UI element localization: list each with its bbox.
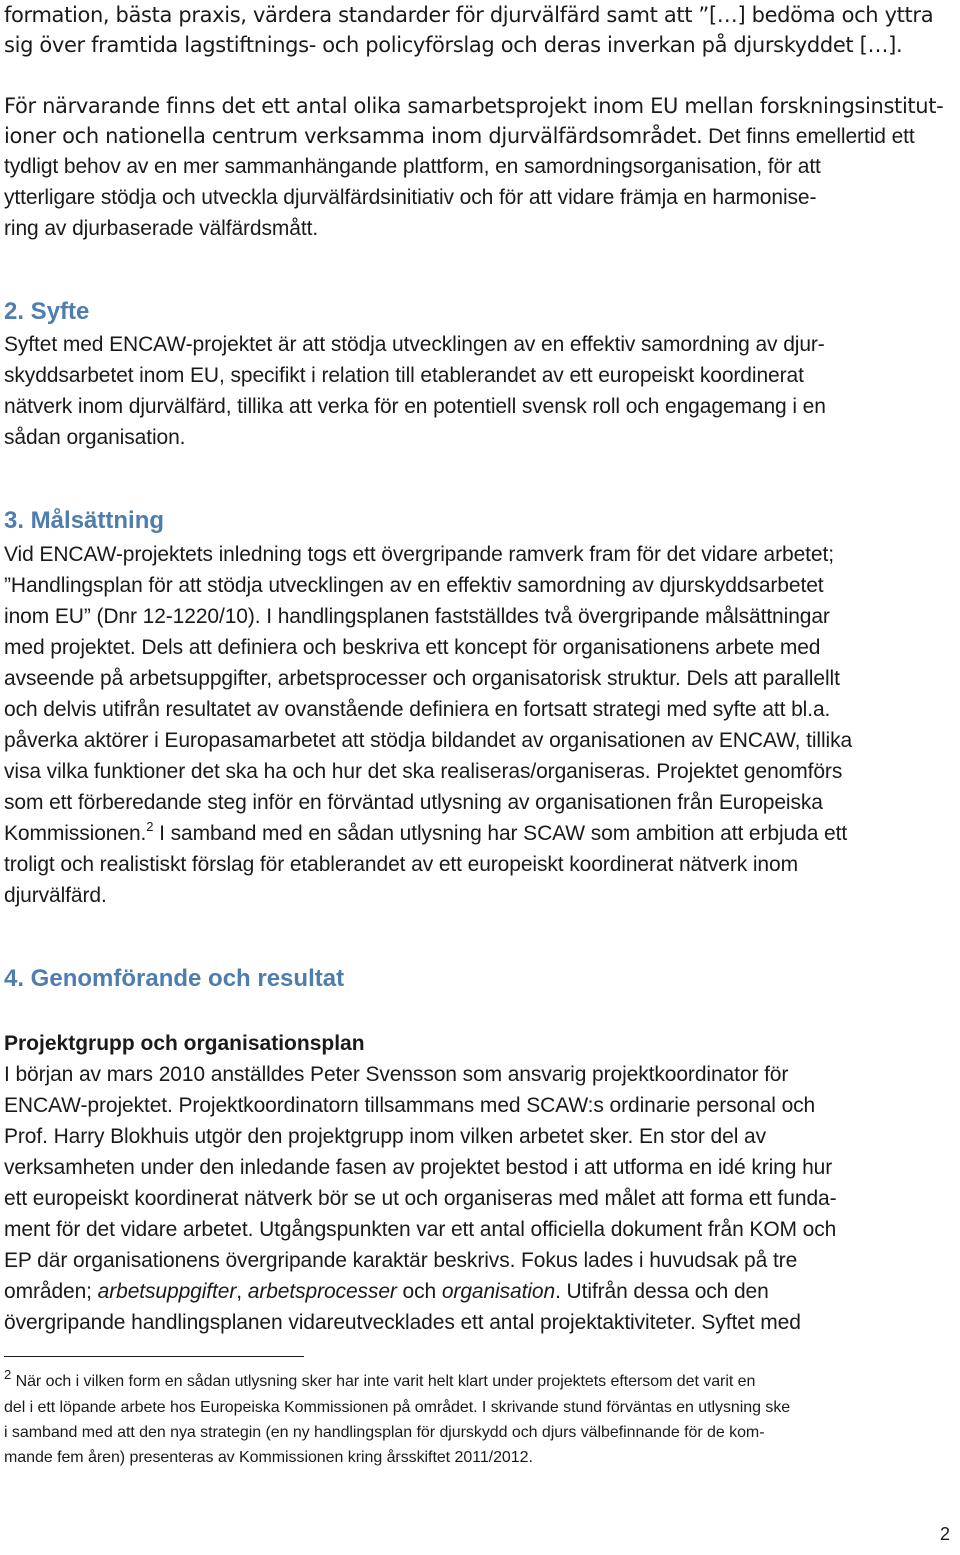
s3-line-10 bbox=[4, 819, 847, 849]
intro-p2-line-2a: ioner och nationella centrum verksamma inom djurvälfärdsområdet. bbox=[4, 124, 703, 148]
intro-line-1: formation, bästa praxis, värdera standarder för djurvälfärd samt att ”[…] bedöma och yttra bbox=[4, 3, 934, 27]
s4-term-arbetsuppgifter: arbetsuppgifter bbox=[97, 1280, 237, 1303]
s3-line-5: avseende på arbetsuppgifter, arbetsprocesser och organisatorisk struktur. Dels att parallellt bbox=[4, 667, 840, 690]
s2-line-2: skyddsarbetet inom EU, specifikt i relation till etablerandet av ett europeiskt koordinerat bbox=[4, 364, 804, 387]
s2-line-1: Syftet med ENCAW-projektet är att stödja utvecklingen av en effektiv samordning av djur- bbox=[4, 333, 825, 356]
s4-line-8-comma: , bbox=[236, 1280, 248, 1303]
s4-term-organisation: organisation bbox=[441, 1280, 556, 1303]
intro-p2-line-1: För närvarande finns det ett antal olika samarbetsprojekt inom EU mellan forskningsinstitut- bbox=[4, 94, 944, 118]
s3-line-6: och delvis utifrån resultatet av ovanstående definiera en fortsatt strategi med syfte att bl.a. bbox=[4, 698, 831, 721]
footnote-mark: 2 bbox=[4, 1366, 12, 1382]
footnote-line-4: mande fem åren) presenteras av Kommissionen kring årsskiftet 2011/2012. bbox=[4, 1449, 533, 1466]
s3-line-7: påverka aktörer i Europasamarbetet att stödja bildandet av organisationen av ENCAW, tillika bbox=[4, 729, 853, 752]
s4-line-8-pre: områden; bbox=[4, 1280, 98, 1303]
section-heading-malsattning: 3. Målsättning bbox=[4, 507, 165, 534]
s3-line-3: inom EU” (Dnr 12-1220/10). I handlingsplanen fastställdes två övergripande målsättningar bbox=[4, 605, 830, 628]
s4-line-9: övergripande handlingsplanen vidareutvecklades ett antal projektaktiviteter. Syftet med bbox=[4, 1311, 801, 1334]
s3-line-10a: Kommissionen. bbox=[4, 822, 147, 845]
s3-line-12: djurvälfärd. bbox=[4, 884, 107, 907]
s3-line-10b: I samband med en sådan utlysning har SCAW som ambition att erbjuda ett bbox=[153, 822, 848, 845]
footnote-line-1 bbox=[4, 1366, 756, 1394]
s4-line-7: EP där organisationens övergripande karaktär beskrivs. Fokus lades i huvudsak på tre bbox=[4, 1249, 798, 1272]
intro-p2-line-2b: Det finns emellertid ett bbox=[702, 125, 915, 148]
s4-term-arbetsprocesser: arbetsprocesser bbox=[247, 1280, 397, 1303]
s2-line-3: nätverk inom djurvälfärd, tillika att verka för en potentiell svensk roll och engagemang i en bbox=[4, 395, 826, 418]
s4-line-4: verksamheten under den inledande fasen av projektet bestod i att utforma en idé kring hur bbox=[4, 1156, 833, 1179]
footnote-text-1: När och i vilken form en sådan utlysning sker har inte varit helt klart under projektets eftersom det varit en bbox=[11, 1373, 756, 1390]
intro-p2-line-5: ring av djurbaserade välfärdsmått. bbox=[4, 217, 319, 240]
s4-line-2: ENCAW-projektet. Projektkoordinatorn tillsammans med SCAW:s ordinarie personal och bbox=[4, 1094, 816, 1117]
s4-line-8-och: och bbox=[396, 1280, 442, 1303]
s3-line-2: ”Handlingsplan för att stödja utvecklingen av en effektiv samordning av djurskyddsarbetet bbox=[4, 574, 824, 597]
s3-line-1: Vid ENCAW-projektets inledning togs ett övergripande ramverk fram för det vidare arbetet; bbox=[4, 543, 834, 566]
s3-line-8: visa vilka funktioner det ska ha och hur det ska realiseras/organiseras. Projektet genomförs bbox=[4, 760, 843, 783]
section-heading-syfte: 2. Syfte bbox=[4, 298, 90, 325]
s4-line-5: ett europeiskt koordinerat nätverk bör se ut och organiseras med målet att forma ett funda- bbox=[4, 1187, 837, 1210]
footnote-divider bbox=[4, 1356, 304, 1357]
s2-line-4: sådan organisation. bbox=[4, 426, 186, 449]
s4-line-6: ment för det vidare arbetet. Utgångspunkten var ett antal officiella dokument från KOM och bbox=[4, 1218, 837, 1241]
footnote-line-3: i samband med att den nya strategin (en ny handlingsplan för djurskydd och djurs välbefinnande för de kom- bbox=[4, 1424, 765, 1441]
intro-line-2: sig över framtida lagstiftnings- och policyförslag och deras inverkan på djurskyddet […]. bbox=[4, 33, 903, 57]
intro-p2-line-3: tydligt behov av en mer sammanhängande plattform, en samordningsorganisation, för att bbox=[4, 155, 821, 178]
s3-line-4: med projektet. Dels att definiera och beskriva ett koncept för organisationens arbete med bbox=[4, 636, 821, 659]
s4-line-8-post: . Utifrån dessa och den bbox=[555, 1280, 769, 1303]
intro-p2-line-2 bbox=[4, 121, 915, 152]
intro-p2-line-4: ytterligare stödja och utveckla djurvälfärdsinitiativ och för att vidare främja en harmonise- bbox=[4, 186, 817, 209]
section-heading-genomforande: 4. Genomförande och resultat bbox=[4, 965, 345, 992]
s3-line-9: som ett förberedande steg inför en förväntad utlysning av organisationen från Europeiska bbox=[4, 791, 823, 814]
page-number: 2 bbox=[939, 1524, 950, 1544]
subheading-projektgrupp: Projektgrupp och organisationsplan bbox=[4, 1032, 365, 1055]
s4-line-8 bbox=[4, 1277, 769, 1307]
s3-line-11: troligt och realistiskt förslag för etablerandet av ett europeiskt koordinerat nätverk inom bbox=[4, 853, 798, 876]
footnote-ref-2[interactable]: 2 bbox=[146, 819, 154, 834]
s4-line-1: I början av mars 2010 anställdes Peter Svensson som ansvarig projektkoordinator för bbox=[4, 1063, 789, 1086]
s4-line-3: Prof. Harry Blokhuis utgör den projektgrupp inom vilken arbetet sker. En stor del av bbox=[4, 1125, 766, 1148]
footnote-line-2: del i ett löpande arbete hos Europeiska Kommissionen på området. I skrivande stund förväntas en utlysning ske bbox=[4, 1399, 791, 1416]
